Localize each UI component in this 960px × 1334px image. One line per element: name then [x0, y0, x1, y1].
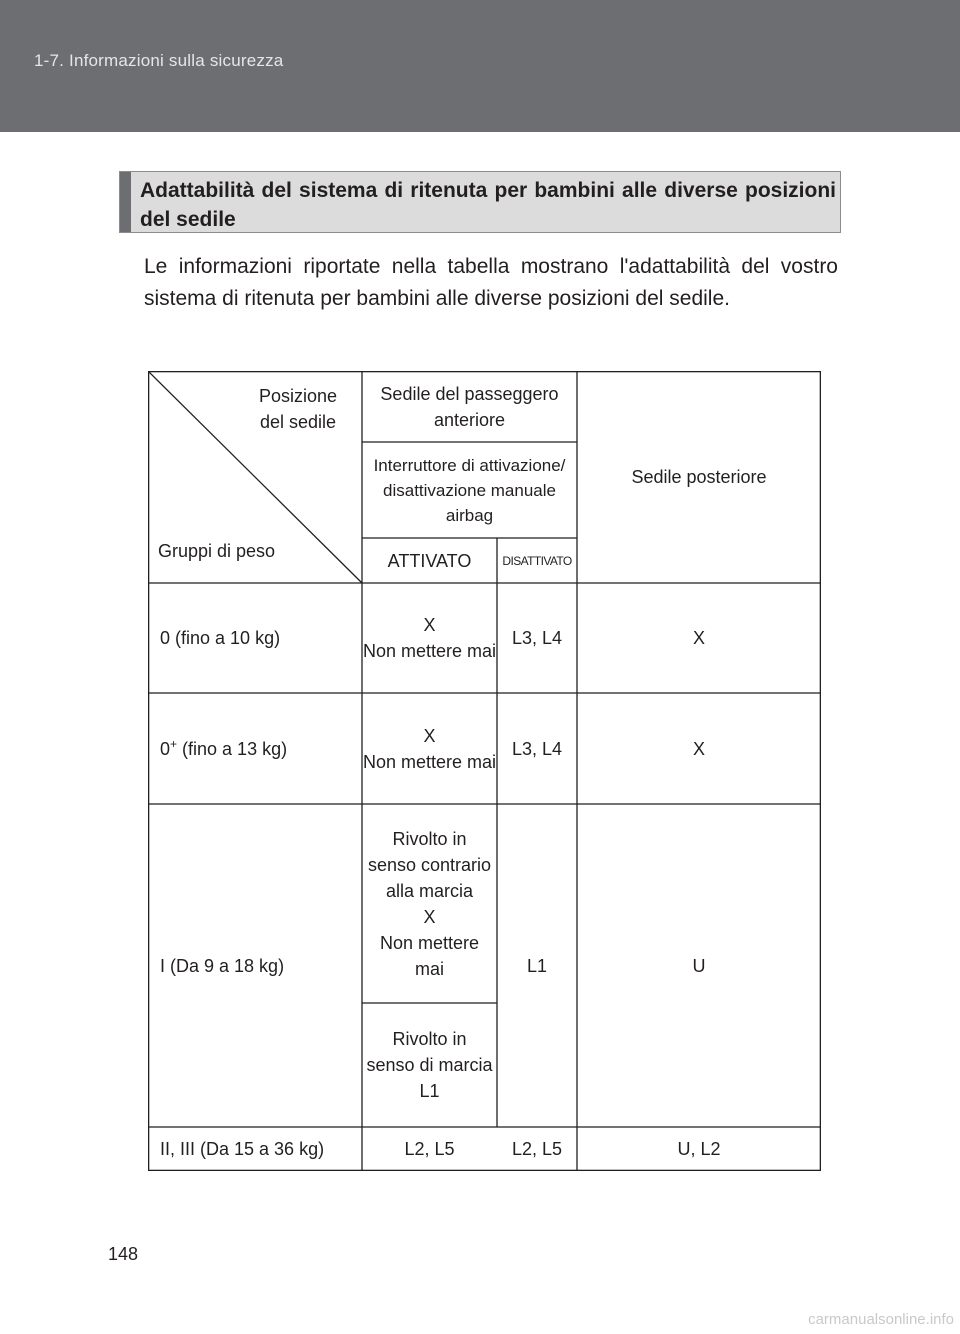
group-0plus-sup: +: [170, 736, 178, 751]
watermark: carmanualsonline.info: [808, 1311, 954, 1328]
group-1-rear: U: [692, 955, 706, 976]
group-1-forward-facing-value: L1: [419, 1081, 440, 1101]
group-1-forward-facing-label: Rivolto in senso di marcia: [366, 1029, 493, 1075]
section-heading-bar: [120, 172, 131, 232]
group-0-front-off: L3, L4: [511, 628, 563, 648]
group-1-label: I (Da 9 a 18 kg): [160, 955, 285, 976]
group-1-front-on-rear-facing: [366, 804, 493, 1003]
airbag-off-header: DISATTIVATO: [502, 553, 572, 568]
group-2-3-front-off: L2, L5: [511, 1139, 563, 1159]
group-0plus-front-on-note: Non mettere mai: [362, 751, 497, 772]
group-1-rear-facing-label: Rivolto in senso contrario alla marcia: [367, 828, 492, 901]
corner-seat-position-label: Posizione del sedile: [258, 386, 338, 432]
group-0plus-front-off: L3, L4: [511, 738, 563, 759]
page-number: 148: [108, 1244, 139, 1264]
intro-paragraph: Le informazioni riportate nella tabella mostrano l'adattabilità del vostro sistema di ritenuta per bambini alle diverse posizioni del sedile.: [144, 255, 838, 310]
airbag-on-header: ATTIVATO: [387, 550, 472, 571]
group-0plus-rear: X: [692, 738, 705, 759]
section-title: Adattabilità del sistema di ritenuta per bambini alle diverse posizioni del sedile: [140, 179, 836, 231]
group-2-3-front-on: L2, L5: [404, 1139, 455, 1159]
group-0-front-on: [362, 583, 497, 693]
group-1-front-on-forward-facing: [366, 1003, 493, 1127]
airbag-switch-header: Interruttore di attivazione/ disattivazione manuale airbag: [373, 455, 566, 525]
group-0plus-rest: (fino a 13 kg): [177, 738, 288, 759]
chapter-title: 1-7. Informazioni sulla sicurezza: [34, 51, 284, 70]
rear-seat-header: Sedile posteriore: [631, 467, 767, 487]
chapter-header: [0, 0, 960, 132]
group-0plus-label: [148, 693, 362, 804]
suitability-table: [148, 371, 821, 1171]
group-1-rear-facing-mark: X: [423, 906, 436, 927]
group-1-rear-facing-note: Non mettere mai: [379, 932, 480, 979]
group-0-front-on-mark: X: [423, 615, 436, 635]
front-seat-header: Sedile del passeggero anteriore: [380, 383, 559, 430]
group-0plus-base: 0: [160, 738, 171, 759]
group-0plus-front-on-mark: X: [423, 725, 436, 746]
group-0-front-on-note: Non mettere mai: [362, 641, 497, 661]
group-0-rear: X: [692, 628, 705, 648]
group-2-3-rear: U, L2: [677, 1139, 721, 1159]
group-2-3-label: II, III (Da 15 a 36 kg): [160, 1139, 325, 1159]
section-heading-box: [119, 171, 841, 233]
corner-weight-groups-label: Gruppi di peso: [158, 541, 276, 561]
group-0-label: 0 (fino a 10 kg): [160, 628, 281, 648]
group-0plus-front-on: [362, 693, 497, 804]
group-1-front-off: L1: [526, 955, 548, 976]
